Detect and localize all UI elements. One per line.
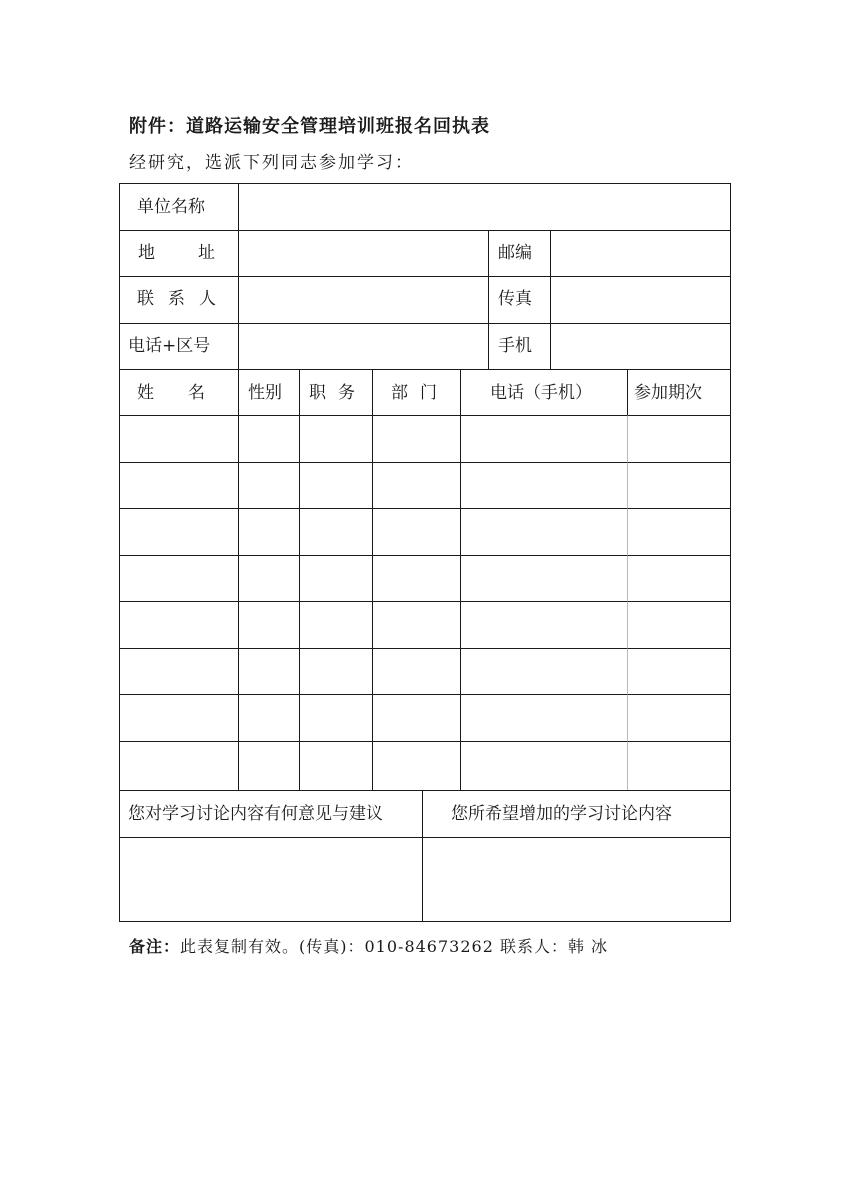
participant-5-phone-cell[interactable]: [460, 601, 628, 649]
department-header-part2: 门: [420, 383, 437, 403]
department-header-part1: 部: [391, 383, 408, 403]
participant-1-gender-cell[interactable]: [238, 415, 300, 463]
participant-6-gender-cell[interactable]: [238, 648, 300, 695]
participant-8-phone-cell[interactable]: [460, 741, 628, 791]
participant-3-session-cell[interactable]: [627, 508, 731, 556]
postcode-field[interactable]: [550, 230, 731, 277]
participant-3-position-cell[interactable]: [299, 508, 373, 556]
contact-label-part1: 联: [137, 289, 154, 309]
participant-3-department-cell[interactable]: [372, 508, 461, 556]
participant-5-department-cell[interactable]: [372, 601, 461, 649]
postcode-label: 邮编: [498, 243, 532, 263]
participant-7-phone-cell[interactable]: [460, 694, 628, 742]
mobile-field[interactable]: [550, 323, 731, 370]
participant-5-session-cell[interactable]: [627, 601, 731, 649]
unit-name-label: 单位名称: [137, 197, 205, 217]
contact-field[interactable]: [238, 276, 489, 324]
address-label-cell[interactable]: [119, 230, 239, 277]
participant-4-gender-cell[interactable]: [238, 555, 300, 602]
session-header: 参加期次: [634, 383, 702, 403]
gender-header: 性别: [248, 383, 282, 403]
address-label-part1: 地: [138, 243, 155, 263]
intro-text: 经研究，选派下列同志参加学习：: [129, 153, 414, 173]
column-header-department[interactable]: [372, 369, 461, 416]
participant-1-position-cell[interactable]: [299, 415, 373, 463]
position-header-part2: 务: [338, 383, 355, 403]
participant-7-session-cell[interactable]: [627, 694, 731, 742]
fax-label: 传真: [498, 289, 532, 309]
wish-field[interactable]: [422, 837, 731, 922]
participant-6-name-cell[interactable]: [119, 648, 239, 695]
address-label-part2: 址: [198, 243, 215, 263]
participant-5-gender-cell[interactable]: [238, 601, 300, 649]
participant-7-name-cell[interactable]: [119, 694, 239, 742]
participant-8-position-cell[interactable]: [299, 741, 373, 791]
participant-5-name-cell[interactable]: [119, 601, 239, 649]
phone-area-label: 电话+区号: [128, 336, 211, 356]
mobile-label: 手机: [498, 336, 532, 356]
participant-3-name-cell[interactable]: [119, 508, 239, 556]
phone-header: 电话（手机）: [490, 383, 592, 403]
participant-7-gender-cell[interactable]: [238, 694, 300, 742]
participant-6-phone-cell[interactable]: [460, 648, 628, 695]
footnote-text: 此表复制有效。(传真)：010-84673262 联系人：韩 冰: [180, 937, 609, 956]
participant-2-gender-cell[interactable]: [238, 462, 300, 509]
contact-label-part3: 人: [199, 289, 216, 309]
participant-8-department-cell[interactable]: [372, 741, 461, 791]
position-header-part1: 职: [309, 383, 326, 403]
fax-field[interactable]: [550, 276, 731, 324]
contact-label-part2: 系: [168, 289, 185, 309]
participant-2-name-cell[interactable]: [119, 462, 239, 509]
participant-3-phone-cell[interactable]: [460, 508, 628, 556]
footnote-label: 备注：: [129, 937, 181, 956]
participant-1-phone-cell[interactable]: [460, 415, 628, 463]
participant-4-department-cell[interactable]: [372, 555, 461, 602]
address-field[interactable]: [238, 230, 489, 277]
participant-2-session-cell[interactable]: [627, 462, 731, 509]
phone-area-field[interactable]: [238, 323, 489, 370]
unit-name-field[interactable]: [238, 183, 731, 231]
participant-1-name-cell[interactable]: [119, 415, 239, 463]
footnote: [129, 934, 608, 957]
wish-header: 您所希望增加的学习讨论内容: [451, 804, 672, 824]
participant-8-name-cell[interactable]: [119, 741, 239, 791]
participant-3-gender-cell[interactable]: [238, 508, 300, 556]
name-header-part2: 名: [188, 383, 205, 403]
participant-7-department-cell[interactable]: [372, 694, 461, 742]
participant-4-phone-cell[interactable]: [460, 555, 628, 602]
participant-4-position-cell[interactable]: [299, 555, 373, 602]
participant-4-session-cell[interactable]: [627, 555, 731, 602]
participant-1-session-cell[interactable]: [627, 415, 731, 463]
participant-5-position-cell[interactable]: [299, 601, 373, 649]
suggestions-field[interactable]: [119, 837, 423, 922]
suggestions-header: 您对学习讨论内容有何意见与建议: [128, 804, 383, 824]
participant-6-department-cell[interactable]: [372, 648, 461, 695]
name-header-part1: 姓: [137, 383, 154, 403]
participant-2-department-cell[interactable]: [372, 462, 461, 509]
participant-4-name-cell[interactable]: [119, 555, 239, 602]
participant-1-department-cell[interactable]: [372, 415, 461, 463]
participant-8-session-cell[interactable]: [627, 741, 731, 791]
participant-6-position-cell[interactable]: [299, 648, 373, 695]
document-title: 附件：道路运输安全管理培训班报名回执表: [129, 116, 490, 137]
participant-2-position-cell[interactable]: [299, 462, 373, 509]
participant-2-phone-cell[interactable]: [460, 462, 628, 509]
participant-6-session-cell[interactable]: [627, 648, 731, 695]
participant-8-gender-cell[interactable]: [238, 741, 300, 791]
participant-7-position-cell[interactable]: [299, 694, 373, 742]
